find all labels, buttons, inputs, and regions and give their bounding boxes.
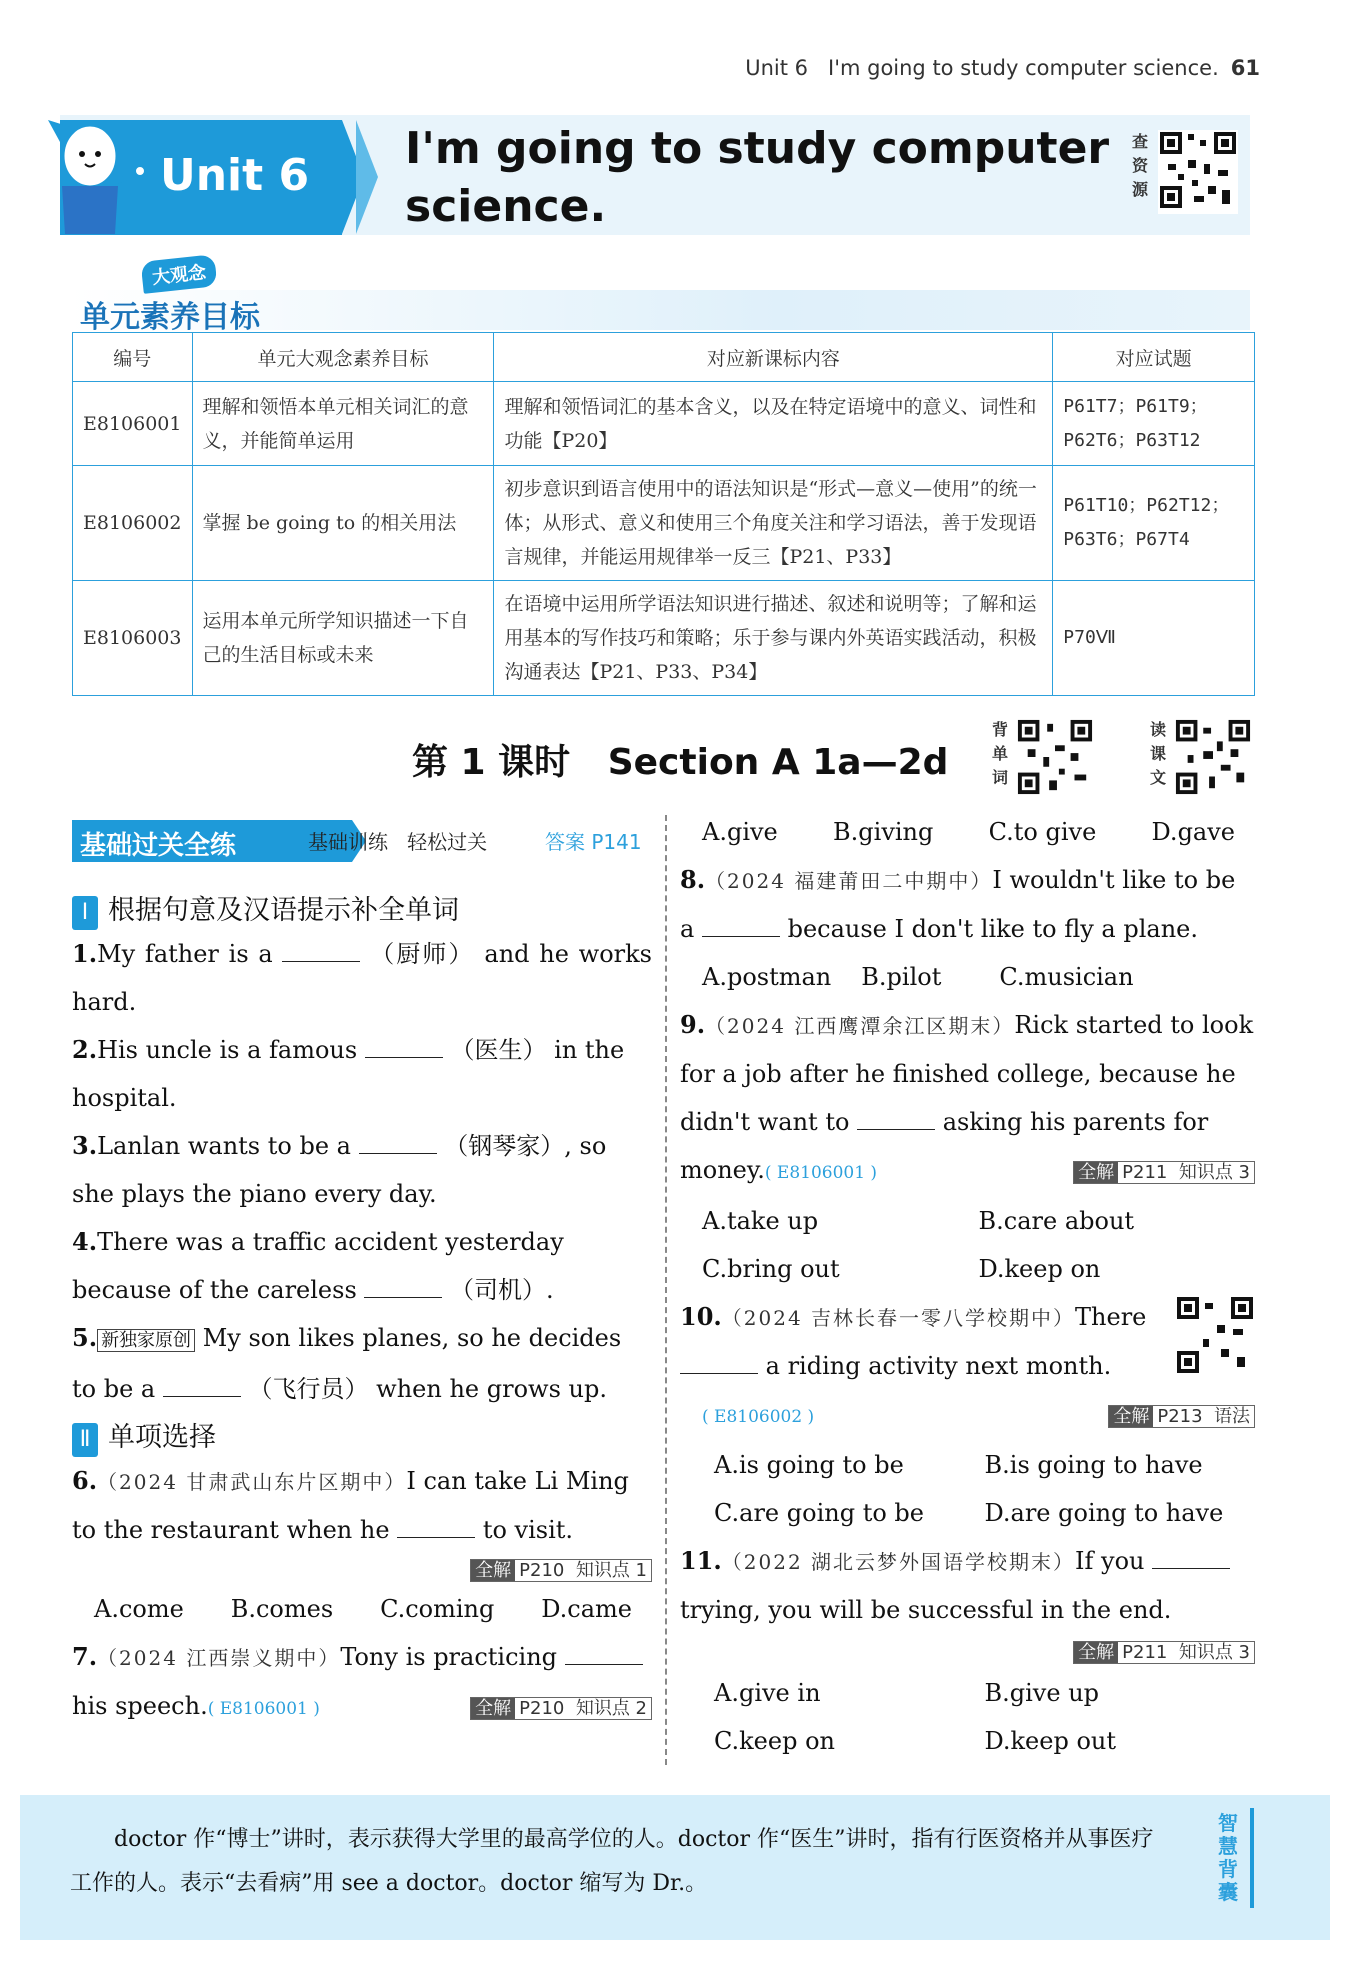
option[interactable]: A.give in	[714, 1679, 821, 1707]
option[interactable]: B.is going to have	[984, 1451, 1203, 1479]
qr-label-char: 读	[1149, 720, 1166, 739]
goal-code: ( E8106002 )	[702, 1407, 815, 1427]
lesson-title: 第 1 课时 Section A 1a—2d	[412, 742, 949, 783]
solution-reference	[470, 1559, 652, 1582]
option[interactable]: D.are going to have	[984, 1499, 1224, 1527]
qr-label-char: 单	[991, 744, 1008, 763]
answer-blank[interactable]	[365, 1035, 443, 1058]
question-number: 6.	[72, 1466, 98, 1495]
column-header: 对应新课标内容	[494, 333, 1053, 382]
question-text: There	[1075, 1303, 1147, 1331]
standard-text: 理解和领悟词汇的基本含义，以及在特定语境中的意义、词性和功能【P20】	[494, 382, 1053, 466]
question-text: and he works hard.	[72, 940, 652, 1016]
column-header: 对应试题	[1053, 333, 1255, 382]
answer-blank[interactable]	[397, 1515, 475, 1538]
practice-subtitle: 基础训练 轻松过关	[308, 830, 488, 854]
tip-side-label	[1215, 1812, 1241, 1904]
solution-ref-text: P211 知识点 3	[1122, 1162, 1250, 1183]
question-10-footer	[680, 1390, 1255, 1537]
question-1	[72, 930, 652, 1026]
question-number: 9.	[680, 1010, 706, 1039]
goal-id: E8106002	[73, 466, 193, 581]
question-source: （2024 福建莆田二中期中）	[705, 869, 993, 893]
solution-tag: 全解	[1074, 1642, 1118, 1663]
qr-label-char: 文	[1149, 768, 1166, 787]
vocab-qr-label	[990, 718, 1010, 790]
question-number: 3.	[72, 1131, 98, 1160]
question-qr-code-icon[interactable]	[1175, 1295, 1255, 1391]
question-text: Tony is practicing	[340, 1643, 558, 1671]
question-3	[72, 1122, 652, 1218]
column-header: 单元大观念素养目标	[192, 333, 494, 382]
text-qr-code-icon[interactable]	[1174, 718, 1252, 800]
answer-blank[interactable]	[364, 1275, 442, 1298]
question-source: （2024 吉林长春一零八学校期中）	[721, 1306, 1076, 1330]
part-title: 根据句意及汉语提示补全单词	[108, 895, 459, 926]
goals-table	[72, 332, 1255, 696]
question-source: （2022 湖北云梦外国语学校期末）	[721, 1550, 1076, 1574]
answer-blank[interactable]	[565, 1642, 643, 1665]
tip-label-char: 囊	[1218, 1880, 1238, 1904]
solution-tag: 全解	[471, 1698, 515, 1719]
question-source: （2024 江西鹰潭余江区期末）	[705, 1014, 1015, 1038]
goal-id: E8106003	[73, 581, 193, 696]
question-source: （2024 甘肃武山东片区期中）	[97, 1470, 407, 1494]
question-text: I wouldn't like to be a	[680, 866, 1236, 943]
tip-side-rule	[1250, 1808, 1254, 1908]
question-text: trying, you will be successful in the end.	[680, 1596, 1172, 1624]
question-7-options	[680, 808, 1255, 856]
related-items: P61T10；P62T12；P63T6；P67T4	[1053, 466, 1255, 581]
option[interactable]: C.bring out	[702, 1255, 840, 1283]
tip-text: doctor 作“博士”讲时，表示获得大学里的最高学位的人。doctor 作“医生”讲时，指有行医资格并从事医疗工作的人。表示“去看病”用 see a doctor。doctor 缩写为 Dr.。	[70, 1827, 1154, 1896]
chinese-hint: （厨师）	[370, 940, 475, 968]
options-grid	[680, 1441, 1255, 1537]
option[interactable]: A.postman	[702, 963, 832, 991]
left-column	[72, 888, 652, 1733]
solution-ref-text: P210 知识点 2	[519, 1698, 647, 1719]
question-text: because I don't like to fly a plane.	[787, 915, 1198, 943]
goals-table-header-row	[73, 333, 1255, 382]
tip-label-char: 智	[1218, 1811, 1238, 1835]
running-header-text: Unit 6 I'm going to study computer science.	[745, 56, 1219, 80]
question-2	[72, 1026, 652, 1122]
qr-label-char: 词	[991, 768, 1008, 787]
answer-blank[interactable]	[282, 939, 360, 962]
solution-reference	[470, 1697, 652, 1720]
resource-qr-label	[1130, 130, 1150, 202]
unit-label: Unit 6	[160, 150, 310, 201]
option[interactable]: A.is going to be	[714, 1451, 904, 1479]
question-text: If you	[1075, 1547, 1145, 1575]
solution-tag: 全解	[471, 1560, 515, 1581]
goal-text: 运用本单元所学知识描述一下自己的生活目标或未来	[192, 581, 494, 696]
options-row	[680, 953, 1255, 1001]
question-text: to visit.	[482, 1516, 574, 1544]
question-number: 7.	[72, 1642, 98, 1671]
question-6	[72, 1457, 652, 1633]
part-title: 单项选择	[108, 1422, 216, 1453]
option[interactable]: C.keep on	[714, 1727, 835, 1755]
chinese-hint: （飞行员）	[248, 1375, 369, 1403]
qr-label-char: 源	[1131, 180, 1148, 199]
chevron-icon-2	[356, 120, 378, 234]
table-row	[73, 382, 1255, 466]
qr-label-char: 资	[1131, 156, 1148, 175]
vocab-qr-code-icon[interactable]	[1016, 718, 1094, 800]
related-items: P70Ⅶ	[1053, 581, 1255, 696]
tip-label-char: 背	[1218, 1857, 1238, 1881]
answer-blank[interactable]	[1152, 1546, 1230, 1569]
chinese-hint: （钢琴家）	[444, 1132, 565, 1160]
goal-code: ( E8106001 )	[764, 1163, 878, 1183]
solution-ref-text: P211 知识点 3	[1122, 1642, 1250, 1663]
column-divider	[665, 815, 667, 1765]
question-5	[72, 1314, 652, 1413]
question-text: Lanlan wants to be a	[97, 1132, 351, 1160]
question-text: My son likes planes, so he decides to be a	[72, 1324, 622, 1403]
question-9	[680, 1001, 1255, 1293]
answer-blank[interactable]	[857, 1107, 935, 1130]
qr-label-char: 背	[991, 720, 1008, 739]
page-number: 61	[1230, 56, 1260, 80]
question-text: in the hospital.	[72, 1036, 625, 1112]
unit-title-line-1: I'm going to study computer	[405, 123, 1110, 174]
running-header	[745, 56, 1260, 80]
question-11	[680, 1537, 1255, 1765]
answer-blank[interactable]	[359, 1131, 437, 1154]
table-row	[73, 581, 1255, 696]
question-text: His uncle is a famous	[97, 1036, 358, 1064]
table-row	[73, 466, 1255, 581]
question-number: 5.	[72, 1323, 98, 1352]
right-column	[680, 808, 1255, 1765]
solution-reference	[1073, 1161, 1255, 1184]
question-text: a riding activity next month.	[765, 1352, 1112, 1380]
question-text: , so she plays the piano every day.	[72, 1132, 607, 1208]
related-items: P61T7；P61T9；P62T6；P63T12	[1053, 382, 1255, 466]
option[interactable]: C.coming	[380, 1595, 495, 1623]
goal-text: 掌握 be going to 的相关用法	[192, 466, 494, 581]
question-text: asking his parents for money.	[680, 1108, 1209, 1184]
question-number: 2.	[72, 1035, 98, 1064]
solution-reference	[1108, 1405, 1255, 1428]
goals-heading: 单元素养目标	[80, 300, 260, 335]
question-4	[72, 1218, 652, 1314]
question-10	[680, 1293, 1255, 1390]
part-1-heading	[72, 888, 652, 930]
part-number: Ⅱ	[72, 1423, 98, 1457]
solution-ref-text: P210 知识点 1	[519, 1560, 647, 1581]
option[interactable]: D.gave	[1151, 818, 1235, 846]
goal-id: E8106001	[73, 382, 193, 466]
resource-qr-code-icon[interactable]	[1158, 130, 1238, 214]
option[interactable]: B.give up	[984, 1679, 1100, 1707]
question-8	[680, 856, 1255, 1001]
question-text: .	[546, 1276, 554, 1304]
option[interactable]: B.comes	[230, 1595, 334, 1623]
question-text: when he grows up.	[376, 1375, 607, 1403]
question-text: There was a traffic accident yesterday because of the careless	[72, 1228, 564, 1304]
question-number: 8.	[680, 865, 706, 894]
option[interactable]: A.give	[702, 818, 778, 846]
column-header: 编号	[73, 333, 193, 382]
solution-ref-text: P213 语法	[1157, 1406, 1250, 1427]
option[interactable]: A.come	[94, 1595, 184, 1623]
tip-label-char: 慧	[1218, 1834, 1238, 1858]
practice-banner-label: 基础过关全练	[80, 831, 237, 861]
question-text: My father is a	[97, 940, 273, 968]
big-idea-badge: 大观念	[141, 254, 218, 294]
option[interactable]: C.musician	[999, 963, 1134, 991]
option[interactable]: C.are going to be	[714, 1499, 924, 1527]
option[interactable]: D.keep on	[978, 1255, 1101, 1283]
chinese-hint: （司机）	[450, 1276, 547, 1304]
answer-blank[interactable]	[680, 1351, 758, 1374]
goal-text: 理解和领悟本单元相关词汇的意义，并能简单运用	[192, 382, 494, 466]
options-grid	[680, 1197, 1255, 1293]
standard-text: 初步意识到语言使用中的语法知识是“形式—意义—使用”的统一体；从形式、意义和使用三个角度关注和学习语法，善于发现语言规律，并能运用规律举一反三【P21、P33】	[494, 466, 1053, 581]
solution-tag: 全解	[1109, 1406, 1153, 1427]
unit-title	[405, 120, 1109, 236]
option[interactable]: A.take up	[702, 1207, 819, 1235]
options-row	[72, 1585, 652, 1633]
question-source: （2024 江西崇义期中）	[97, 1646, 341, 1670]
option[interactable]: B.care about	[978, 1207, 1135, 1235]
qr-label-char: 查	[1131, 132, 1148, 151]
mascot-icon	[40, 108, 145, 242]
text-qr-label	[1148, 718, 1168, 790]
question-text: Rick started to look for a job after he finished college, because he didn't want to	[680, 1011, 1254, 1136]
goal-code: ( E8106001 )	[207, 1699, 320, 1719]
option[interactable]: B.pilot	[861, 963, 942, 991]
option[interactable]: C.to give	[988, 818, 1097, 846]
question-number: 11.	[680, 1546, 722, 1575]
options-grid	[680, 1669, 1255, 1765]
part-2-heading	[72, 1415, 652, 1457]
option[interactable]: D.keep out	[984, 1727, 1117, 1755]
question-7	[72, 1633, 652, 1733]
solution-tag: 全解	[1074, 1162, 1118, 1183]
question-text: his speech.	[72, 1692, 208, 1720]
answer-reference: 答案 P141	[545, 830, 642, 854]
unit-title-line-2: science.	[405, 181, 607, 232]
question-number: 10.	[680, 1302, 722, 1331]
question-number: 1.	[72, 939, 98, 968]
answer-blank[interactable]	[702, 914, 780, 937]
chinese-hint: （医生）	[450, 1036, 547, 1064]
answer-blank[interactable]	[163, 1374, 241, 1397]
part-number: Ⅰ	[72, 896, 98, 930]
question-text: I can take Li Ming to the restaurant when he	[72, 1467, 629, 1544]
question-number: 4.	[72, 1227, 98, 1256]
original-question-tag: 新独家原创	[97, 1329, 195, 1352]
option[interactable]: B.giving	[833, 818, 934, 846]
option[interactable]: D.came	[541, 1595, 632, 1623]
qr-label-char: 课	[1149, 744, 1166, 763]
standard-text: 在语境中运用所学语法知识进行描述、叙述和说明等；了解和运用基本的写作技巧和策略；乐于参与课内外英语实践活动，积极沟通表达【P21、P33、P34】	[494, 581, 1053, 696]
solution-reference	[1073, 1641, 1255, 1664]
